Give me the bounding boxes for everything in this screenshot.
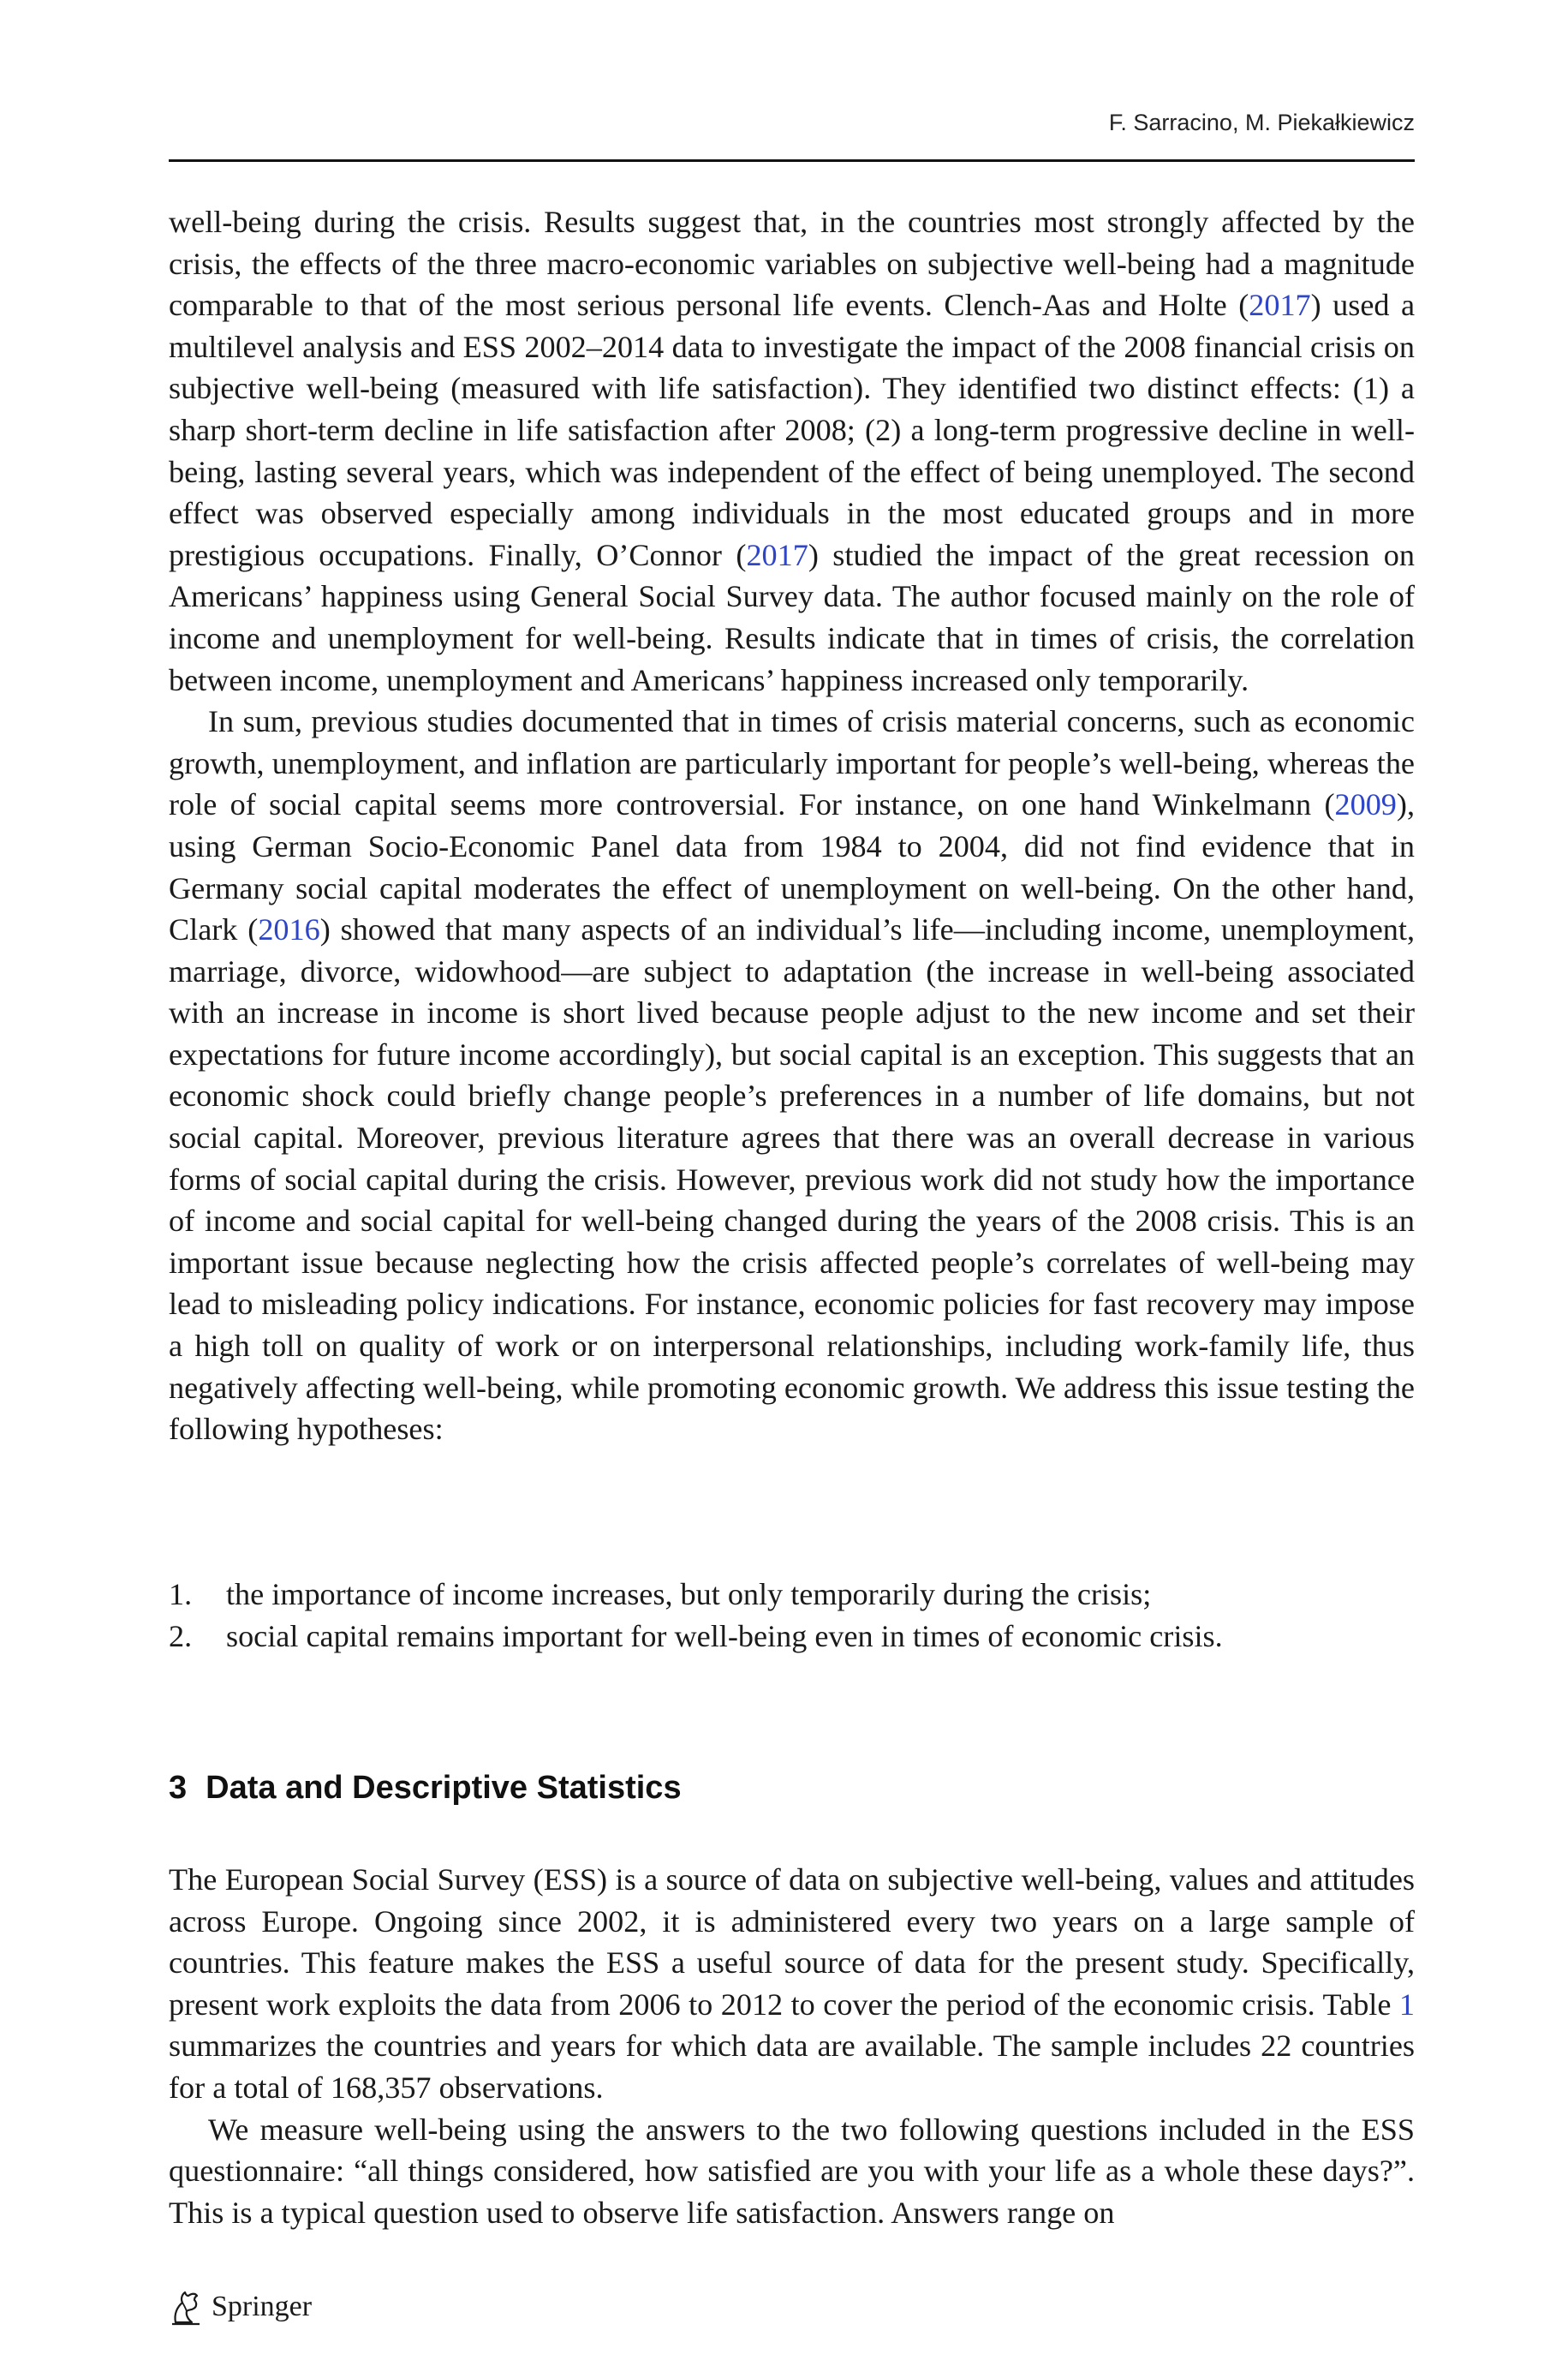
header-rule bbox=[169, 159, 1415, 162]
paragraph-text: ) studied the impact of the great recession on Americans’ happiness using General Social Survey data. The author focused mainly on the role of income and unemployment for well-being. Results indicate that in times of crisis, the correlation between income, unemployment and Americans’ happiness increased only temporarily. bbox=[169, 537, 1415, 697]
paragraph-text: ), using German Socio-Economic Panel data from 1984 to 2004, did not find evidence that in Germany social capital moderates the effect of unemployment on well-being. On the other hand, Clark ( bbox=[169, 787, 1415, 947]
paragraph-ess-description bbox=[169, 1859, 1415, 2109]
paragraph-text: ) used a multilevel analysis and ESS 2002–2014 data to investigate the impact of the 2008 financial crisis on subjective well-being (measured with life satisfaction). They identified two distinct effects: (1) a sharp short-term decline in life satisfaction after 2008; (2) a long-term progressive decline in well-being, lasting several years, which was independent of the effect of being unemployed. The second effect was observed especially among individuals in the most educated groups and in more prestigious occupations. Finally, O’Connor ( bbox=[169, 288, 1416, 572]
citation-link[interactable]: 2016 bbox=[258, 912, 320, 947]
citation-link[interactable]: 2017 bbox=[1249, 288, 1311, 323]
section-heading bbox=[169, 1767, 682, 1808]
hypothesis-text: social capital remains important for well-being even in times of economic crisis. bbox=[226, 1618, 1223, 1653]
paragraph-well-being-measure: We measure well-being using the answers to the two following questions included in the ESS questionnaire: “all things considered, how satisfied are you with your life as a whole these days?”. This is a typical question used to observe life satisfaction. Answers range on bbox=[169, 2112, 1415, 2230]
body-block-bottom bbox=[169, 1859, 1415, 2233]
hypothesis-text: the importance of income increases, but only temporarily during the crisis; bbox=[226, 1577, 1152, 1611]
hypothesis-item bbox=[169, 1616, 1415, 1658]
hypothesis-number: 1. bbox=[169, 1577, 193, 1611]
paragraph-in-sum bbox=[169, 701, 1415, 1450]
body-block-top bbox=[169, 201, 1415, 1450]
paragraph-text: In sum, previous studies documented that in times of crisis material concerns, such as economic growth, unemployment, and inflation are particularly important for people’s well-being, whereas the role of social capital seems more controversial. For instance, on one hand Winkelmann ( bbox=[169, 704, 1415, 822]
hypothesis-item bbox=[169, 1574, 1415, 1616]
publisher-footer bbox=[169, 2285, 312, 2328]
paragraph-text: well-being during the crisis. Results suggest that, in the countries most strongly affected by the crisis, the effects of the three macro-economic variables on subjective well-being had a magnitude comparable to that of the most serious personal life events. Clench-Aas and Holte ( bbox=[169, 205, 1415, 323]
hypothesis-number: 2. bbox=[169, 1618, 193, 1653]
paragraph-text: summarizes the countries and years for which data are available. The sample includes 22 countries for a total of 168,357 observations. bbox=[169, 2028, 1415, 2105]
paragraph-crisis-studies bbox=[169, 201, 1415, 701]
citation-link[interactable]: 2009 bbox=[1334, 787, 1397, 822]
paragraph-text: ) showed that many aspects of an individual’s life—including income, unemployment, marriage, divorce, widowhood—are subject to adaptation (the increase in well-being associated with an increase in income is short lived because people adjust to the new income and set their expectations for future income accordingly), but social capital is an exception. This suggests that an economic shock could briefly change people’s preferences in a number of life domains, but not social capital. Moreover, previous literature agrees that there was an overall decrease in various forms of social capital during the crisis. However, previous work did not study how the importance of income and social capital for well-being changed during the years of the 2008 crisis. This is an important issue because neglecting how the crisis affected people’s correlates of well-being may lead to misleading policy indications. For instance, economic policies for fast recovery may impose a high toll on quality of work or on interpersonal relationships, including work-family life, thus negatively affecting well-being, while promoting economic growth. We address this issue testing the following hypotheses: bbox=[169, 912, 1416, 1447]
section-number: 3 bbox=[169, 1770, 188, 1806]
springer-horse-icon bbox=[169, 2288, 203, 2326]
paragraph-text: The European Social Survey (ESS) is a source of data on subjective well-being, values and attitudes across Europe. Ongoing since 2002, it is administered every two years on a large sample of countries. This feature makes the ESS a useful source of data for the present study. Specifically, present work exploits the data from 2006 to 2012 to cover the period of the economic crisis. Table bbox=[169, 1862, 1415, 2022]
hypotheses-list bbox=[169, 1574, 1415, 1657]
citation-link[interactable]: 2017 bbox=[746, 537, 808, 572]
table-reference-link[interactable]: 1 bbox=[1398, 1987, 1415, 2022]
running-head-authors: F. Sarracino, M. Piekałkiewicz bbox=[1108, 110, 1415, 135]
publisher-name: Springer bbox=[212, 2291, 313, 2322]
section-title: Data and Descriptive Statistics bbox=[206, 1770, 682, 1806]
